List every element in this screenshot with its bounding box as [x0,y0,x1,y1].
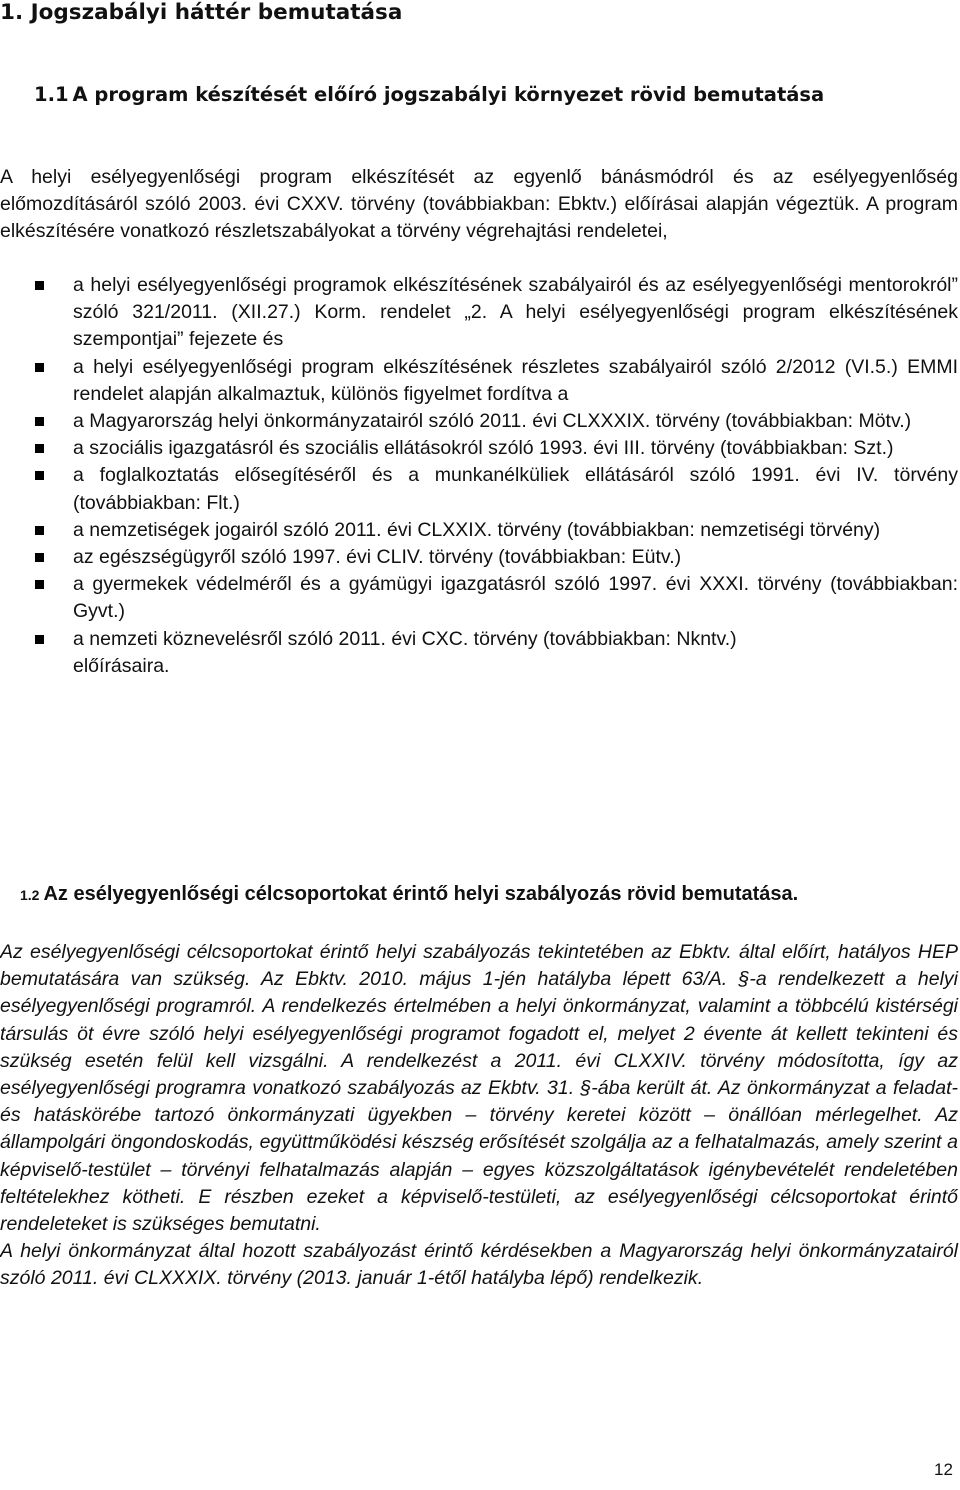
list-item: a szociális igazgatásról és szociális ellátásokról szóló 1993. évi III. törvény (továbbiakban: Szt.) [35,435,958,462]
list-item: a gyermekek védelméről és a gyámügyi igazgatásról szóló 1997. évi XXXI. törvény (továbbiakban: Gyvt.) [35,571,958,625]
italic-paragraph: A helyi önkormányzat által hozott szabályozást érintő kérdésekben a Magyarország helyi önkormányzatairól szóló 2011. évi CLXXXIX. törvény (2013. január 1-étől hatályba lépő) rendelkezik. [0,1240,958,1290]
section-heading-1: 1. Jogszabályi háttér bemutatása [0,0,403,25]
local-regulation-text [0,939,958,1293]
square-bullet-icon [35,444,44,453]
square-bullet-icon [35,635,44,644]
list-item: a nemzetiségek jogairól szóló 2011. évi CLXXIX. törvény (továbbiakban: nemzetiségi törvény) [35,517,958,544]
list-item: az egészségügyről szóló 1997. évi CLIV. törvény (továbbiakban: Eütv.) [35,544,958,571]
list-item: a helyi esélyegyenlőségi programok elkészítésének szabályairól és az esélyegyenlőségi mentorokról” szóló 321/2011. (XII.27.) Korm. rendelet „2. A helyi esélyegyenlőségi program elkészítésének szempontjai” fejezete és [35,272,958,354]
page-number: 12 [934,1460,953,1479]
subsection-number: 1.1 [34,83,69,106]
list-item: a nemzeti köznevelésről szóló 2011. évi CXC. törvény (továbbiakban: Nkntv.) előírásaira. [35,626,958,680]
subsection-number: 1.2 [20,887,40,903]
intro-paragraph: A helyi esélyegyenlőségi program elkészítését az egyenlő bánásmódról és az esélyegyenlőség előmozdításáról szóló 2003. évi CXXV. törvény (továbbiakban: Ebktv.) előírásai alapján végeztük. A program elkészítésére vonatkozó részletszabályokat a törvény végrehajtási rendeletei, [0,166,958,243]
legislation-list [35,272,958,680]
subsection-heading-1-2 [20,879,798,910]
subsection-title: Az esélyegyenlőségi célcsoportokat érintő helyi szabályozás rövid bemutatása. [43,883,799,905]
subsection-title: A program készítését előíró jogszabályi környezet rövid bemutatása [72,83,825,106]
subsection-heading-1-1 [34,81,824,109]
square-bullet-icon [35,471,44,480]
list-tail: előírásaira. [73,654,170,677]
square-bullet-icon [35,553,44,562]
list-item: a Magyarország helyi önkormányzatairól szóló 2011. évi CLXXXIX. törvény (továbbiakban: Mötv.) [35,408,958,435]
italic-paragraph: Az esélyegyenlőségi célcsoportokat érintő helyi szabályozás tekintetében az Ebktv. által előírt, hatályos HEP bemutatására van szükség. Az Ebktv. 2010. május 1-jén hatályba lépett 63/A. §-a rendelkezett a helyi esélyegyenlőségi programról. A rendelkezés értelmében a helyi önkormányzat, valamint a többcélú kistérségi társulás öt évre szóló helyi esélyegyenlőségi programot fogadott el, melyet 2 évente át kellett tekinteni és szükség esetén felül kell vizsgálni. A rendelkezést a 2011. évi CLXXIV. törvény módosította, így az esélyegyenlőségi programra vonatkozó szabályozás az Ekbtv. 31. §-ába került át. Az önkormányzat a feladat- és hatáskörébe tartozó önkormányzati ügyekben – törvény keretei között – önállóan mérlegelhet. Az állampolgári öngondoskodás, együttműködési készség erősítését szolgálja az a felhatalmazás, amely szerint a képviselő-testület – törvényi felhatalmazás alapján – egyes közszolgáltatások igénybevételét rendeletében feltételekhez kötheti. E részben ezeket a képviselő-testületi, az esélyegyenlőségi célcsoportokat érintő rendeleteket is szükséges bemutatni. [0,941,958,1236]
list-item: a helyi esélyegyenlőségi program elkészítésének részletes szabályairól szóló 2/2012 (VI.5.) EMMI rendelet alapján alkalmaztuk, különös figyelmet fordítva a [35,354,958,408]
square-bullet-icon [35,417,44,426]
square-bullet-icon [35,580,44,589]
square-bullet-icon [35,281,44,290]
square-bullet-icon [35,526,44,535]
list-item: a foglalkoztatás elősegítéséről és a munkanélküliek ellátásáról szóló 1991. évi IV. törvény (továbbiakban: Flt.) [35,462,958,516]
square-bullet-icon [35,363,44,372]
